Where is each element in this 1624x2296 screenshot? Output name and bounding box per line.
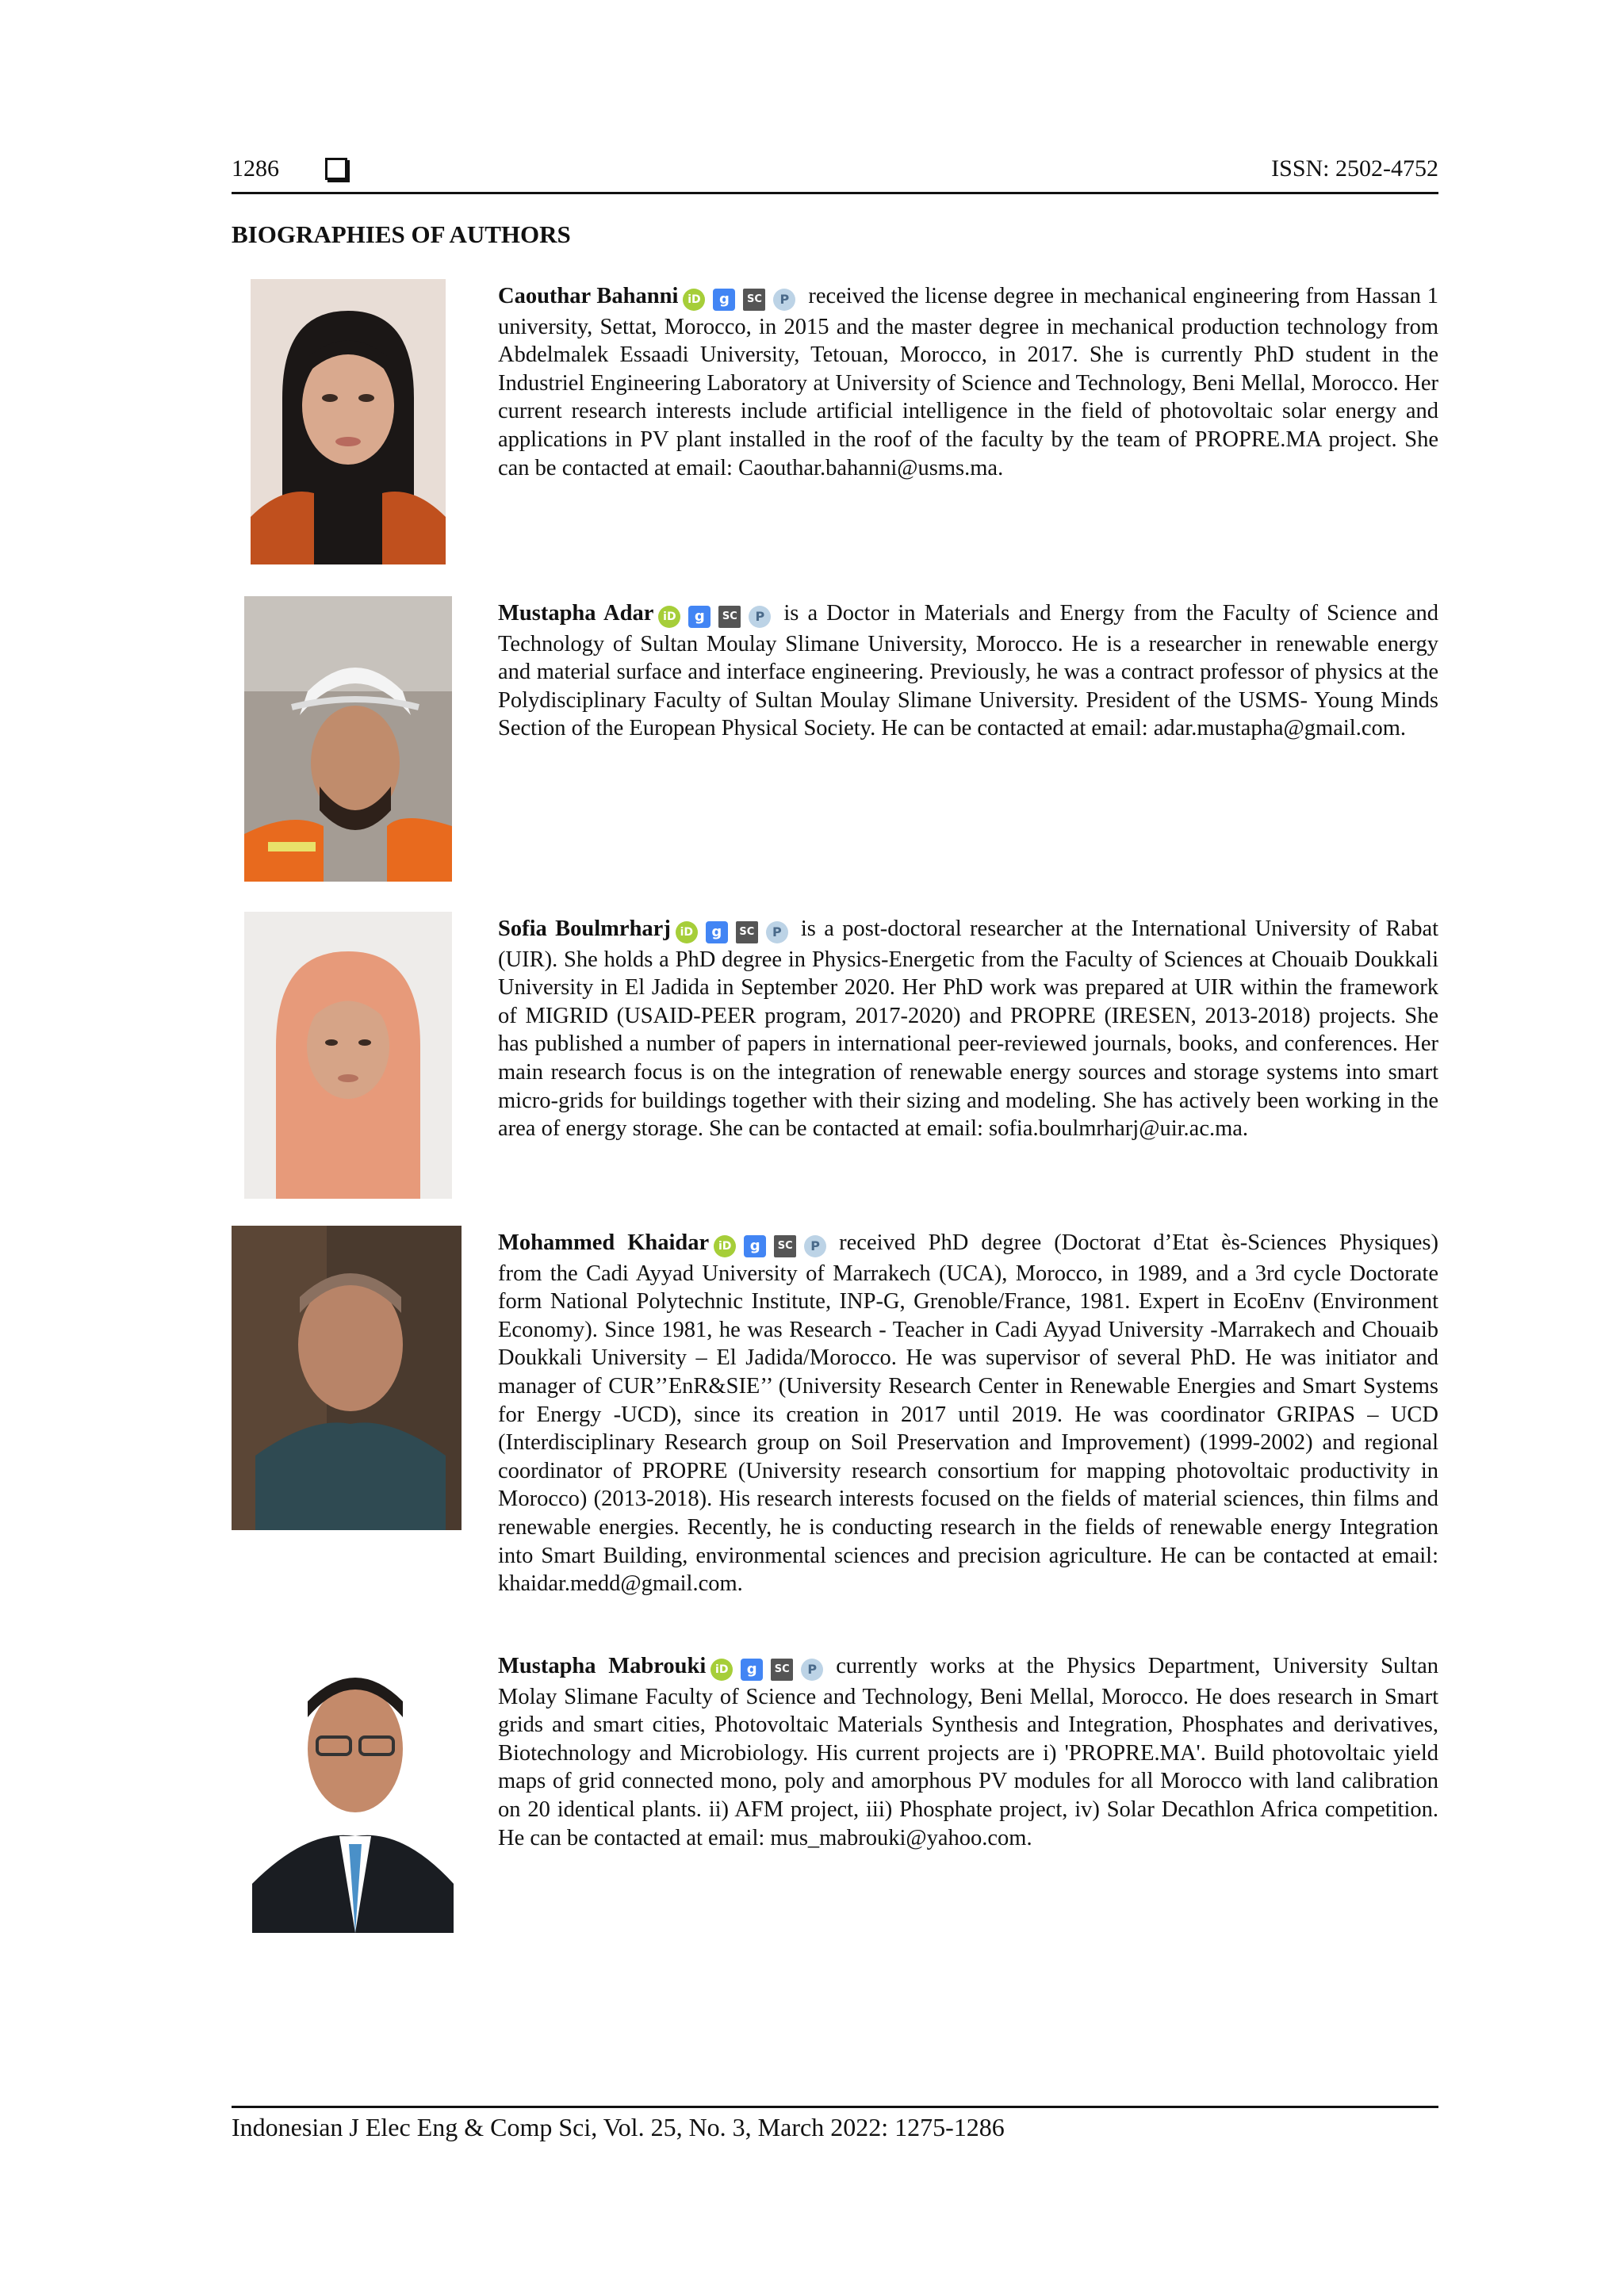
google-scholar-icon[interactable]: g xyxy=(744,1235,766,1257)
scopus-icon[interactable]: SC xyxy=(718,606,741,628)
author-photo xyxy=(244,596,452,882)
page-footer: Indonesian J Elec Eng & Comp Sci, Vol. 25, No. 3, March 2022: 1275-1286 xyxy=(232,2106,1438,2142)
author-bio xyxy=(498,599,1438,743)
author-name: Sofia Boulmrharj xyxy=(498,916,671,941)
google-scholar-icon[interactable]: g xyxy=(741,1659,763,1681)
author-name: Mustapha Adar xyxy=(498,601,654,626)
publons-icon[interactable]: P xyxy=(749,606,771,628)
orcid-icon[interactable]: iD xyxy=(710,1659,733,1681)
scopus-icon[interactable]: SC xyxy=(736,921,758,943)
page-header xyxy=(232,155,1438,194)
author-name: Mustapha Mabrouki xyxy=(498,1654,707,1678)
publons-icon[interactable]: P xyxy=(773,289,795,311)
section-title: BIOGRAPHIES OF AUTHORS xyxy=(232,220,571,248)
author-bio-text: currently works at the Physics Department, University Sultan Molay Slimane Faculty of Science and Technology, Beni Mellal, Morocco. He does research in Smart grids and smart cities, Photovoltaic Materials Synthesis and Integration, Phosphates and derivatives, Biotechnology and Microbiology. His current projects are i) 'PROPRE.MA'. Build photovoltaic yield maps of grid connected mono, poly and amorphous PV modules for all Morocco with land calibration on 20 identical plants. ii) AFM project, iii) Phosphate project, iv) Solar Decathlon Africa competition. He can be contacted at email: mus_mabrouki@yahoo.com. xyxy=(498,1654,1438,1850)
page-number: 1286 xyxy=(232,155,279,182)
author-photo xyxy=(232,1226,462,1530)
author-bio xyxy=(498,915,1438,1143)
scopus-icon[interactable]: SC xyxy=(743,289,765,311)
scopus-icon[interactable]: SC xyxy=(774,1235,796,1257)
orcid-icon[interactable]: iD xyxy=(658,606,680,628)
google-scholar-icon[interactable]: g xyxy=(706,921,728,943)
author-name: Caouthar Bahanni xyxy=(498,284,679,308)
google-scholar-icon[interactable]: g xyxy=(688,606,710,628)
author-photo xyxy=(251,279,446,564)
publons-icon[interactable]: P xyxy=(801,1659,823,1681)
publons-icon[interactable]: P xyxy=(766,921,788,943)
orcid-icon[interactable]: iD xyxy=(714,1235,736,1257)
author-bio-text: received the license degree in mechanical engineering from Hassan 1 university, Settat, Morocco, in 2015 and the master degree in mechanical production technology from Abdelmalek Essaadi University, Tetouan, Morocco, in 2017. She is currently PhD student in the Industriel Engineering Laboratory at University of Science and Technology, Beni Mellal, Morocco. Her current research interests include artificial intelligence in the field of photovoltaic solar energy and applications in PV plant installed in the roof of the faculty by the team of PROPRE.MA project. She can be contacted at email: Caouthar.bahanni@usms.ma. xyxy=(498,284,1439,480)
author-name: Mohammed Khaidar xyxy=(498,1230,710,1255)
orcid-icon[interactable]: iD xyxy=(676,921,698,943)
author-bio xyxy=(498,282,1438,482)
author-bio xyxy=(498,1229,1438,1598)
author-bio-text: is a Doctor in Materials and Energy from the Faculty of Science and Technology of Sultan Moulay Slimane University, Morocco. He is a researcher in renewable energy and material surface and interface engineering. Previously, he was a contract professor of physics at the Polydisciplinary Faculty of Sultan Moulay Slimane University. President of the USMS- Young Minds Section of the European Physical Society. He can be contacted at email: adar.mustapha@gmail.com. xyxy=(498,601,1438,741)
orcid-icon[interactable]: iD xyxy=(683,289,705,311)
publons-icon[interactable]: P xyxy=(804,1235,826,1257)
author-photo xyxy=(244,912,452,1199)
author-bio-text: is a post-doctoral researcher at the International University of Rabat (UIR). She holds a PhD degree in Physics-Energetic from the Faculty of Sciences at Chouaib Doukkali University in El Jadida in September 2020. Her PhD work was prepared at UIR within the framework of MIGRID (USAID-PEER program, 2017-2020) and PROPRE (IRESEN, 2013-2018) projects. She has published a number of papers in international peer-reviewed journals, books, and conferences. Her main research focus is on the integration of renewable energy sources and storage systems into smart micro-grids for buildings together with their sizing and modeling. She has actively been working in the area of energy storage. She can be contacted at email: sofia.boulmrharj@uir.ac.ma. xyxy=(498,916,1439,1142)
author-photo xyxy=(252,1654,454,1933)
issn: ISSN: 2502-4752 xyxy=(1271,155,1438,182)
author-bio-text: received PhD degree (Doctorat d’Etat ès-Sciences Physiques) from the Cadi Ayyad University of Marrakech (UCA), Morocco, in 1989, and a 3rd cycle Doctorate form National Polytechnic Institute, INP-G, Grenoble/France, 1981. Expert in EcoEnv (Environment Economy). Since 1981, he was Research - Teacher in Cadi Ayyad University -Marrakech and Chouaib Doukkali University – El Jadida/Morocco. He was supervisor of several PhD. He was initiator and manager of CUR’’EnR&SIE’’ (University Research Center in Renewable Energies and Smart Systems for Energy -UCD), since its creation in 2017 until 2019. He was coordinator GRIPAS – UCD (Interdisciplinary Research group on Soil Preservation and Improvement) (1999-2002) and regional coordinator of PROPRE (University research consortium for mapping photovoltaic productivity in Morocco) (2013-2018). His research interests focused on the fields of material sciences, thin films and renewable energies. Recently, he is conducting research in the fields of renewable energy Integration into Smart Building, environmental sciences and precision agriculture. He can be contacted at email: khaidar.medd@gmail.com. xyxy=(498,1230,1439,1597)
google-scholar-icon[interactable]: g xyxy=(713,289,735,311)
scopus-icon[interactable]: SC xyxy=(771,1659,793,1681)
square-bullet-icon xyxy=(325,158,347,180)
author-bio xyxy=(498,1652,1438,1852)
